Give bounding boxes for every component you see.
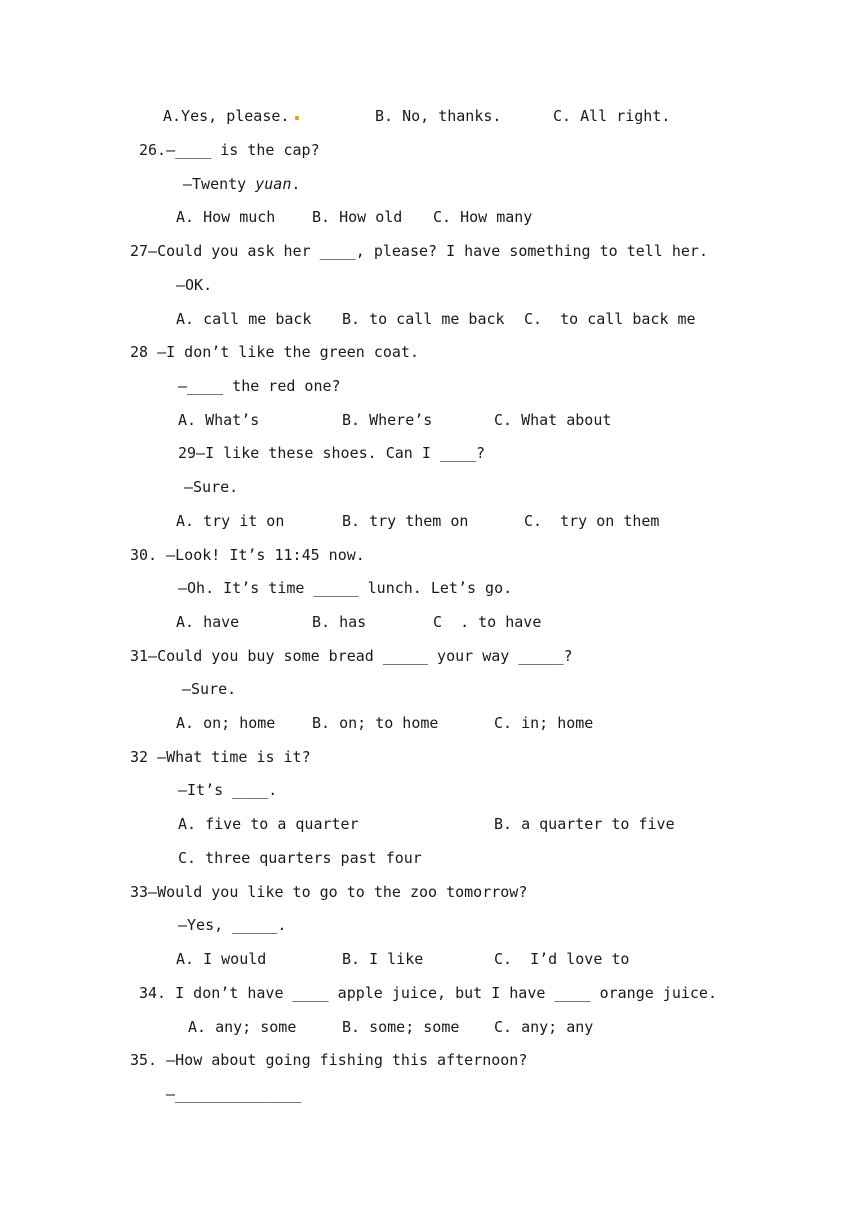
question-34: 34. I don’t have ____ apple juice, but I have ____ orange juice.	[139, 984, 717, 1002]
option-c-30: C . to have	[433, 613, 542, 631]
response-28: —____ the red one?	[178, 377, 341, 395]
response-30: —Oh. It’s time _____ lunch. Let’s go.	[178, 579, 513, 597]
response-31: —Sure.	[182, 680, 237, 698]
question-27: 27—Could you ask her ____, please? I have something to tell her.	[130, 242, 708, 260]
option-c-32: C. three quarters past four	[178, 849, 422, 867]
response-33: —Yes, _____.	[178, 916, 287, 934]
question-30: 30. —Look! It’s 11:45 now.	[130, 546, 365, 564]
option-b-33: B. I like	[342, 950, 424, 968]
option-a-26: A. How much	[176, 208, 276, 226]
option-a-31: A. on; home	[176, 714, 276, 732]
option-b-27: B. to call me back	[342, 310, 505, 328]
answer-suffix: .	[291, 175, 301, 193]
question-29: 29—I like these shoes. Can I ____?	[178, 444, 486, 462]
option-b-28: B. Where’s	[342, 411, 433, 429]
question-26: 26.—____ is the cap?	[139, 141, 320, 159]
question-32: 32 —What time is it?	[130, 748, 311, 766]
option-a-28: A. What’s	[178, 411, 260, 429]
option-a-33: A. I would	[176, 950, 267, 968]
option-a-27: A. call me back	[176, 310, 312, 328]
highlight-mark	[295, 116, 299, 120]
option-b-31: B. on; to home	[312, 714, 439, 732]
option-c-29: C. try on them	[524, 512, 660, 530]
option-a-30: A. have	[176, 613, 240, 631]
option-b-34: B. some; some	[342, 1018, 460, 1036]
option-c-28: C. What about	[494, 411, 612, 429]
option-c-27: C. to call back me	[524, 310, 696, 328]
question-28: 28 —I don’t like the green coat.	[130, 343, 419, 361]
option-c-26: C. How many	[433, 208, 533, 226]
option-a-32: A. five to a quarter	[178, 815, 359, 833]
option-b-32: B. a quarter to five	[494, 815, 675, 833]
answer-currency: yuan	[255, 175, 292, 193]
answer-prefix: —Twenty	[183, 175, 256, 193]
question-35: 35. —How about going fishing this afternoon?	[130, 1051, 528, 1069]
option-b-29: B. try them on	[342, 512, 469, 530]
option-a-34: A. any; some	[188, 1018, 297, 1036]
option-c-31: C. in; home	[494, 714, 594, 732]
option-c-33: C. I’d love to	[494, 950, 630, 968]
answer-line-26	[183, 174, 300, 194]
response-32: —It’s ____.	[178, 781, 278, 799]
response-35: —______________	[166, 1085, 302, 1103]
option-a-29: A. try it on	[176, 512, 285, 530]
response-29: —Sure.	[184, 478, 239, 496]
option-a-25: A.Yes, please.	[163, 107, 290, 125]
question-31: 31—Could you buy some bread _____ your way _____?	[130, 647, 573, 665]
option-c-34: C. any; any	[494, 1018, 594, 1036]
option-b-30: B. has	[312, 613, 367, 631]
option-c-25: C. All right.	[553, 107, 671, 125]
question-33: 33—Would you like to go to the zoo tomorrow?	[130, 883, 528, 901]
option-b-26: B. How old	[312, 208, 403, 226]
response-27: —OK.	[176, 276, 213, 294]
option-b-25: B. No, thanks.	[375, 107, 502, 125]
